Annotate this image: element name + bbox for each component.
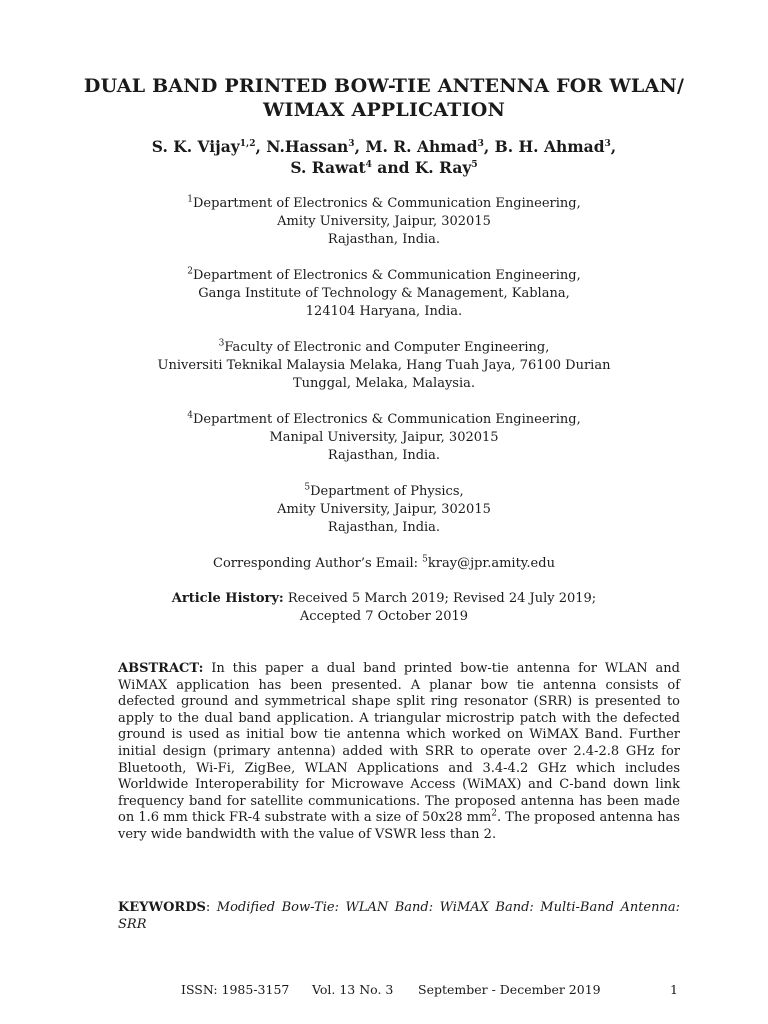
author-line-1 — [60, 136, 708, 157]
email-sup: 5 — [422, 554, 428, 565]
title-line-1: DUAL BAND PRINTED BOW-TIE ANTENNA FOR WLAN/ — [83, 75, 685, 97]
footer-volume: Vol. 13 No. 3 — [312, 982, 394, 997]
affiliation-sup: 5 — [304, 482, 311, 493]
affiliation-line: Rajasthan, India. — [327, 232, 441, 247]
author-name: , B. H. Ahmad — [483, 137, 605, 156]
keywords-colon: : — [205, 900, 217, 915]
author-name: and K. Ray — [371, 158, 472, 177]
page-footer — [0, 982, 768, 1000]
author-affil-sup: 3 — [604, 138, 611, 149]
footer-issn: ISSN: 1985-3157 — [181, 982, 290, 997]
history-line-2: Accepted 7 October 2019 — [299, 609, 469, 624]
page-number: 1 — [670, 982, 678, 997]
affiliation-line: Rajasthan, India. — [327, 520, 441, 535]
affiliation-line: Tunggal, Melaka, Malaysia. — [292, 376, 476, 391]
abstract-text-end: . The proposed antenna has very wide bandwidth with the value of VSWR less than 2. — [118, 810, 680, 842]
affiliation-1 — [60, 195, 708, 249]
affiliation-line: Amity University, Jaipur, 302015 — [277, 502, 491, 517]
affiliation-5 — [60, 483, 708, 537]
affiliation-text: Department of Electronics & Communication Engineering, — [193, 196, 581, 211]
affiliation-line — [60, 195, 708, 213]
affiliation-text: Department of Physics, — [310, 484, 464, 499]
affiliation-line: Manipal University, Jaipur, 302015 — [269, 430, 499, 445]
affiliation-line — [60, 267, 708, 285]
author-separator: , — [610, 137, 617, 156]
author-affil-sup: 3 — [477, 138, 484, 149]
author-name: S. K. Vijay — [151, 137, 240, 156]
keywords — [118, 900, 680, 933]
abstract-text: In this paper a dual band printed bow-tie antenna for WLAN and WiMAX application has been presented. A planar bow tie antenna consists of defected ground and symmetrical shape split ring resonator (SRR) is presented to apply to the dual band application. A triangular microstrip patch with the defected ground is used as initial bow tie antenna which worked on WiMAX Band. Further initial design (primary antenna) added with SRR to operate over 2.4-2.8 GHz for Bluetooth, Wi-Fi, ZigBee, WLAN Applications and 3.4-4.2 GHz which includes Worldwide Interoperability for Microwave Access (WiMAX) and C-band down link frequency band for satellite communications. The proposed antenna has been made on 1.6 mm thick FR-4 substrate with a size of 50x28 mm — [118, 661, 680, 826]
author-affil-sup: 1,2 — [239, 138, 256, 149]
history-line-1 — [60, 590, 708, 608]
affiliation-sup: 3 — [218, 338, 225, 349]
affiliation-line — [60, 483, 708, 501]
author-affil-sup: 3 — [348, 138, 355, 149]
affiliation-line: Ganga Institute of Technology & Management, Kablana, — [198, 286, 570, 301]
author-name: S. Rawat — [290, 158, 366, 177]
affiliation-line: Rajasthan, India. — [327, 448, 441, 463]
keywords-label: KEYWORDS — [118, 900, 206, 915]
affiliation-line — [60, 411, 708, 429]
article-history — [60, 590, 708, 626]
abstract-sup: 2 — [491, 809, 498, 820]
author-affil-sup: 4 — [365, 159, 372, 170]
affiliation-text: Faculty of Electronic and Computer Engineering, — [224, 340, 550, 355]
history-label: Article History: — [171, 591, 284, 606]
corresponding-email — [60, 555, 708, 573]
paper-title — [60, 74, 708, 122]
email-address[interactable]: kray@jpr.amity.edu — [427, 556, 555, 571]
author-name: , N.Hassan — [255, 137, 349, 156]
affiliation-line: Universiti Teknikal Malaysia Melaka, Hang Tuah Jaya, 76100 Durian — [157, 358, 611, 373]
affiliation-sup: 4 — [187, 410, 193, 421]
affiliation-sup: 1 — [187, 194, 193, 205]
author-list — [60, 136, 708, 178]
author-affil-sup: 5 — [471, 159, 478, 170]
abstract — [118, 661, 680, 844]
affiliation-text: Department of Electronics & Communication Engineering, — [193, 268, 581, 283]
author-name: , M. R. Ahmad — [354, 137, 478, 156]
affiliation-3 — [60, 339, 708, 393]
keywords-text: Modified Bow-Tie: WLAN Band: WiMAX Band: Multi-Band Antenna: SRR — [118, 900, 680, 932]
affiliation-text: Department of Electronics & Communication Engineering, — [193, 412, 581, 427]
affiliation-line — [60, 339, 708, 357]
affiliation-sup: 2 — [187, 266, 193, 277]
footer-date: September - December 2019 — [418, 982, 601, 997]
affiliation-line: Amity University, Jaipur, 302015 — [277, 214, 491, 229]
email-label: Corresponding Author’s Email: — [213, 556, 423, 571]
title-line-2: WIMAX APPLICATION — [262, 99, 506, 121]
author-line-2 — [60, 157, 708, 178]
affiliation-line: 124104 Haryana, India. — [305, 304, 463, 319]
affiliation-4 — [60, 411, 708, 465]
abstract-label: ABSTRACT: — [118, 661, 204, 676]
history-text: Received 5 March 2019; Revised 24 July 2019; — [283, 591, 597, 606]
affiliation-2 — [60, 267, 708, 321]
